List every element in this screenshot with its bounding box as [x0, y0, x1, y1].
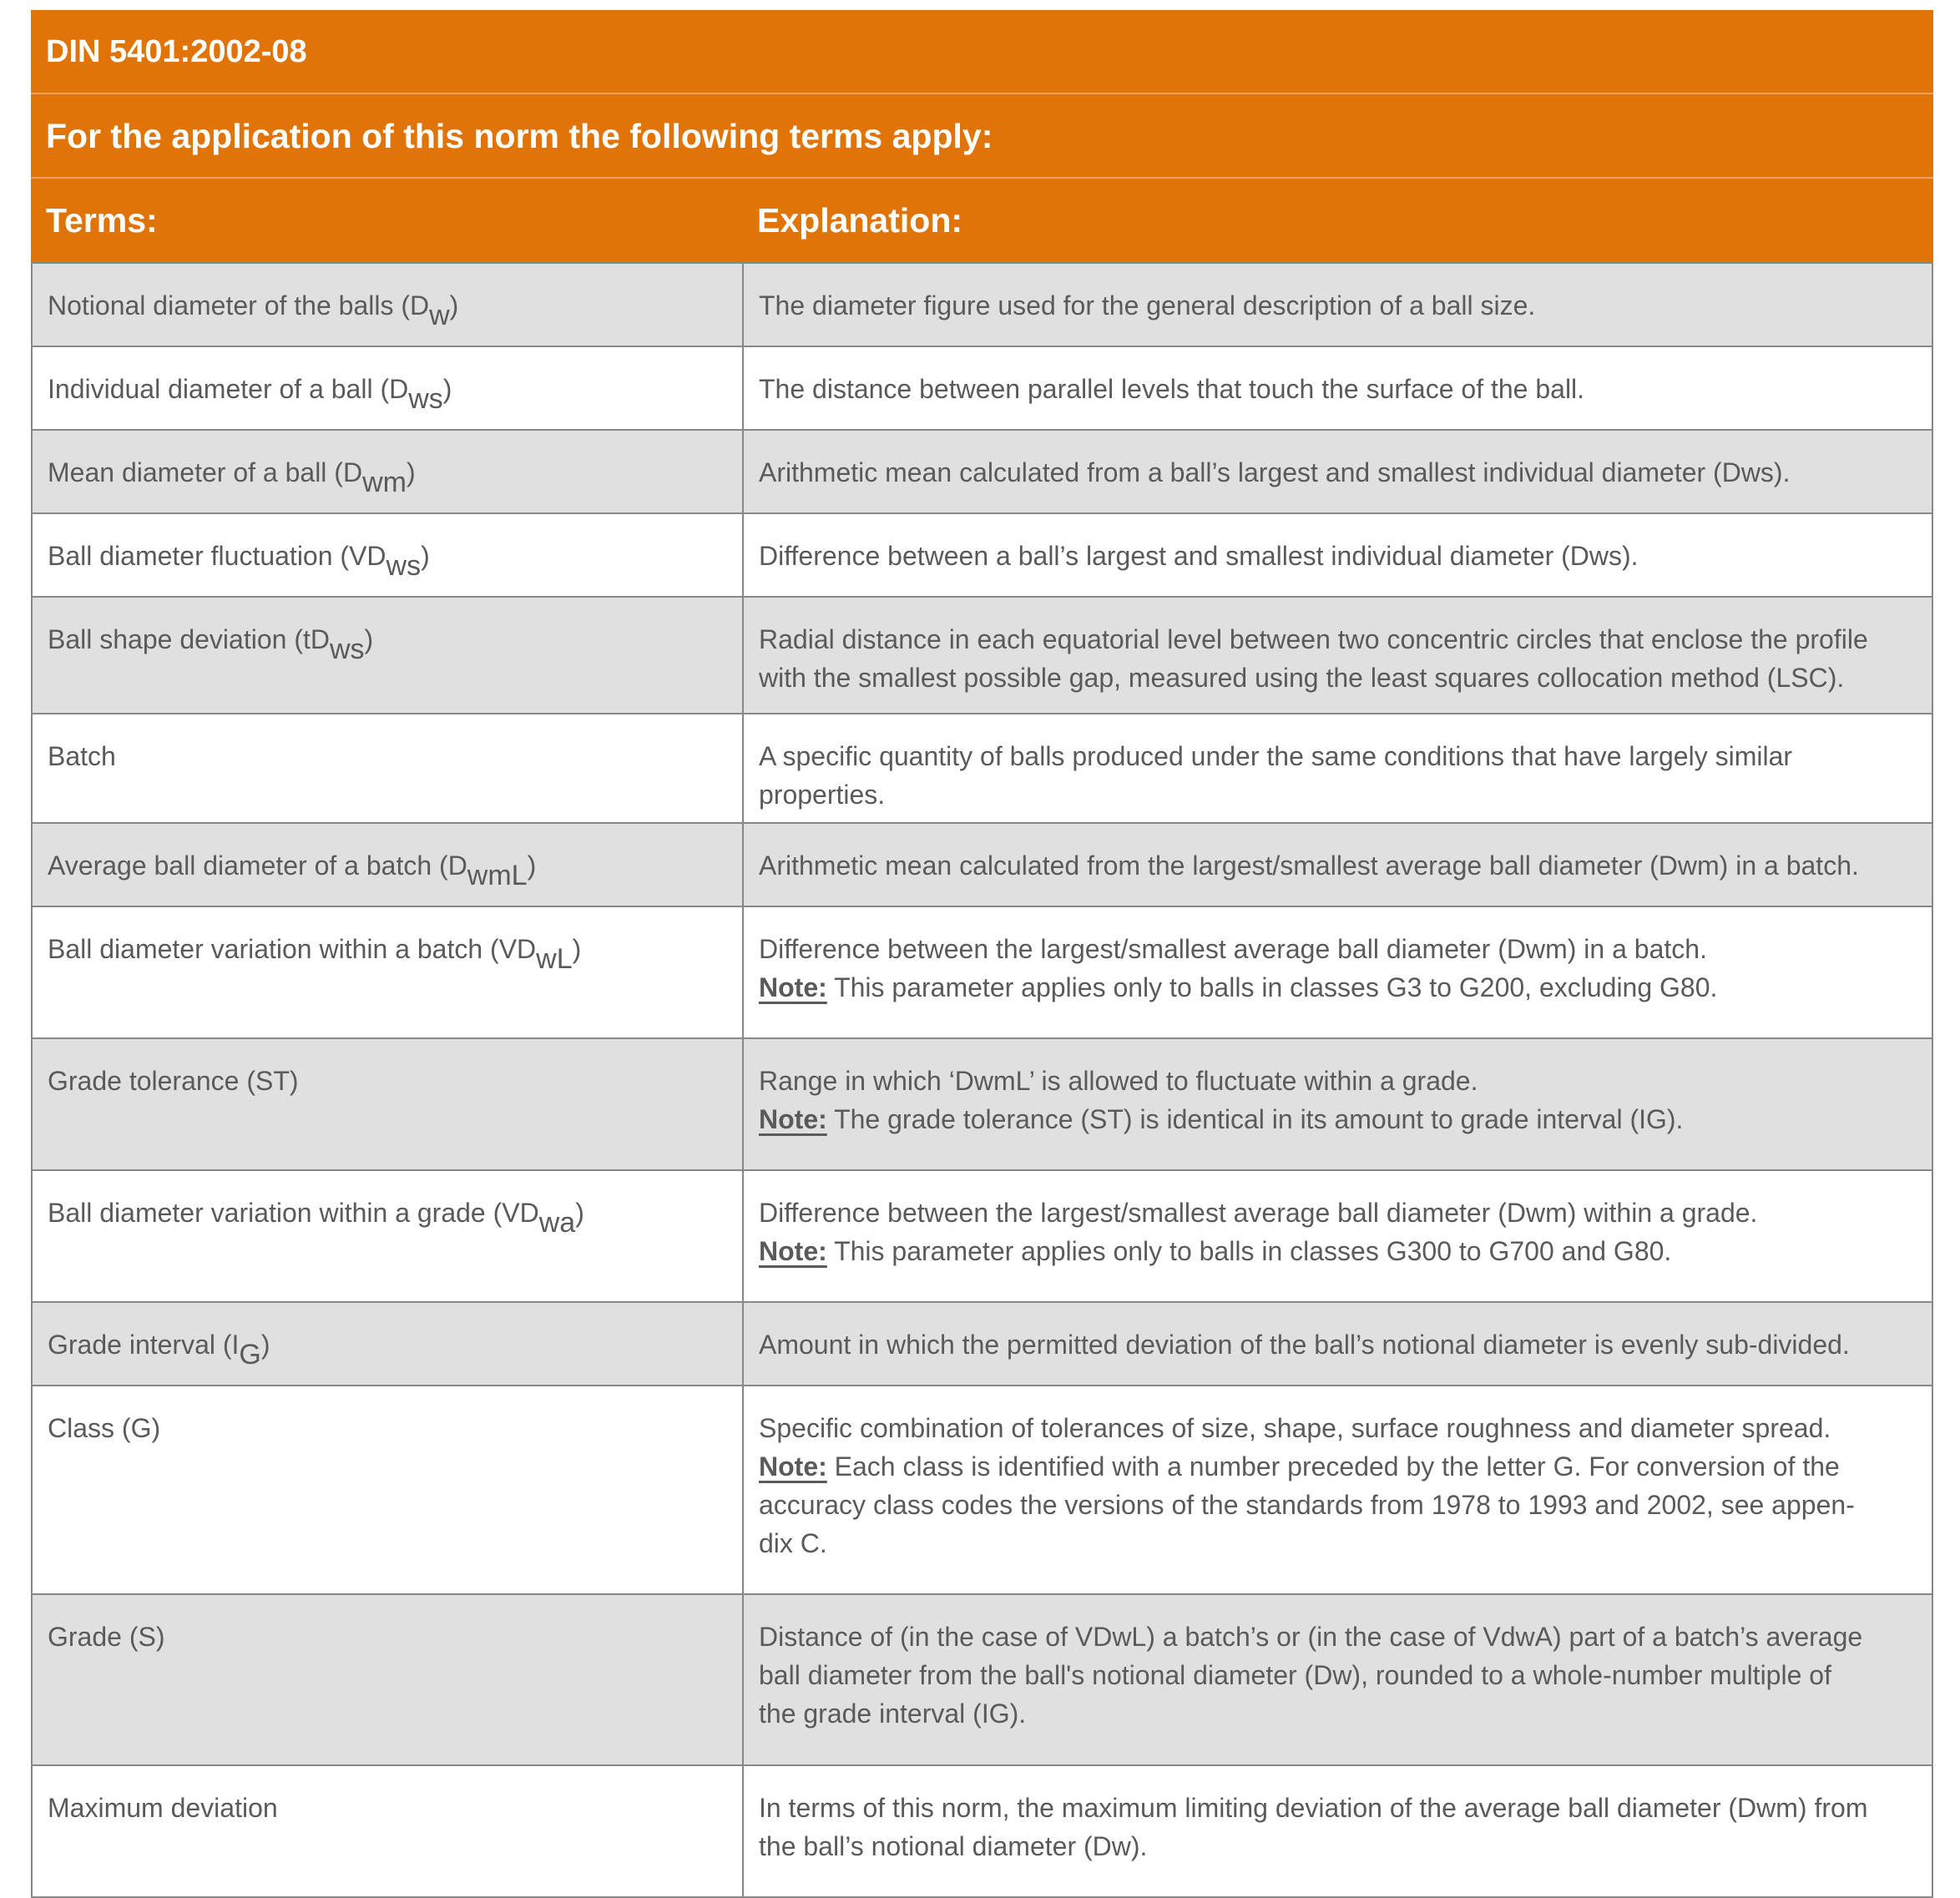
table-row — [32, 906, 1932, 1038]
term-subscript: ws — [386, 550, 422, 582]
explanation-line: Difference between a ball’s largest and smallest individual diameter (Dws). — [759, 541, 1639, 571]
term-subscript: ws — [329, 634, 365, 665]
term-cell — [32, 430, 743, 513]
term-subscript: ws — [408, 383, 443, 415]
explanation-cell — [743, 1386, 1932, 1594]
table-row — [32, 823, 1932, 906]
term-cell — [32, 714, 743, 823]
explanation-line: Specific combination of tolerances of size, shape, surface roughness and diameter spread. — [759, 1413, 1831, 1443]
term-cell — [32, 1302, 743, 1386]
note-label: Note: — [759, 1236, 827, 1266]
term-subscript: wL — [536, 943, 573, 975]
term-close: ) — [527, 851, 537, 881]
note-line — [759, 968, 1928, 1007]
terms-table-container — [31, 10, 1933, 1898]
table-row — [32, 430, 1932, 513]
explanation-cell — [743, 513, 1932, 597]
note-line — [759, 1447, 1928, 1486]
term-text: Batch — [48, 741, 116, 771]
table-row — [32, 1765, 1932, 1897]
term-close: ) — [364, 624, 374, 654]
explanation-cell — [743, 714, 1932, 823]
term-cell — [32, 906, 743, 1038]
table-row — [32, 1302, 1932, 1386]
explanation-line: Radial distance in each equatorial level between two concentric circles that enclose the profile — [759, 624, 1868, 654]
note-label: Note: — [759, 1104, 827, 1134]
explanation-line: Difference between the largest/smallest average ball diameter (Dwm) in a batch. — [759, 934, 1707, 964]
explanation-line: the ball’s notional diameter (Dw). — [759, 1831, 1148, 1861]
explanation-cell — [743, 263, 1932, 346]
term-close: ) — [449, 290, 459, 321]
explanation-line: with the smallest possible gap, measured using the least squares collocation method (LSC). — [759, 663, 1845, 693]
term-text: Grade (S) — [48, 1622, 165, 1652]
table-row — [32, 1038, 1932, 1170]
column-header-explanation: Explanation: — [757, 201, 963, 240]
table-row — [32, 513, 1932, 597]
term-text: Ball diameter fluctuation (VD — [48, 541, 386, 571]
term-text: Ball diameter variation within a batch (VD — [48, 934, 537, 964]
explanation-cell — [743, 906, 1932, 1038]
term-cell — [32, 823, 743, 906]
explanation-cell — [743, 1170, 1932, 1302]
note-text: This parameter applies only to balls in classes G300 to G700 and G80. — [826, 1236, 1672, 1266]
note-text: Each class is identified with a number preceded by the letter G. For conversion of the — [826, 1451, 1840, 1482]
explanation-line: dix C. — [759, 1528, 827, 1558]
explanation-line: ball diameter from the ball's notional diameter (Dw), rounded to a whole-number multiple of — [759, 1660, 1831, 1690]
explanation-line: A specific quantity of balls produced under the same conditions that have largely similar — [759, 741, 1793, 771]
term-subscript: wa — [538, 1207, 576, 1239]
term-text: Notional diameter of the balls (D — [48, 290, 430, 321]
explanation-cell — [743, 430, 1932, 513]
note-line — [759, 1100, 1928, 1138]
note-line — [759, 1232, 1928, 1270]
term-close: ) — [442, 374, 452, 404]
term-cell — [32, 1594, 743, 1765]
term-text: Mean diameter of a ball (D — [48, 457, 363, 487]
note-label: Note: — [759, 1451, 827, 1482]
term-cell — [32, 1765, 743, 1897]
term-close: ) — [575, 1198, 584, 1228]
explanation-line: The diameter figure used for the general description of a ball size. — [759, 290, 1536, 321]
term-cell — [32, 1038, 743, 1170]
explanation-line: accuracy class codes the versions of the standards from 1978 to 1993 and 2002, see appen- — [759, 1490, 1855, 1520]
term-text: Grade tolerance (ST) — [48, 1066, 299, 1096]
term-cell — [32, 597, 743, 714]
term-cell — [32, 1386, 743, 1594]
norm-title: DIN 5401:2002-08 — [31, 10, 1933, 94]
table-row — [32, 1594, 1932, 1765]
explanation-line: Arithmetic mean calculated from a ball’s largest and smallest individual diameter (Dws). — [759, 457, 1791, 487]
term-text: Ball diameter variation within a grade (VD — [48, 1198, 539, 1228]
explanation-line: Arithmetic mean calculated from the largest/smallest average ball diameter (Dwm) in a batch. — [759, 851, 1859, 881]
explanation-cell — [743, 1765, 1932, 1897]
explanation-line: Difference between the largest/smallest average ball diameter (Dwm) within a grade. — [759, 1198, 1758, 1228]
note-text: This parameter applies only to balls in classes G3 to G200, excluding G80. — [826, 972, 1718, 1002]
term-cell — [32, 346, 743, 430]
term-close: ) — [260, 1330, 270, 1360]
table-row — [32, 346, 1932, 430]
table-row — [32, 1170, 1932, 1302]
term-close: ) — [421, 541, 430, 571]
term-text: Individual diameter of a ball (D — [48, 374, 409, 404]
explanation-cell — [743, 1302, 1932, 1386]
term-close: ) — [572, 934, 582, 964]
table-row — [32, 263, 1932, 346]
explanation-cell — [743, 1594, 1932, 1765]
table-row — [32, 597, 1932, 714]
terms-table — [31, 262, 1933, 1898]
explanation-line: properties. — [759, 780, 886, 810]
term-cell — [32, 263, 743, 346]
explanation-line: Distance of (in the case of VDwL) a batch’s or (in the case of VdwA) part of a batch’s average — [759, 1622, 1863, 1652]
explanation-line: In terms of this norm, the maximum limiting deviation of the average ball diameter (Dwm) from — [759, 1793, 1868, 1823]
explanation-line: Range in which ‘DwmL’ is allowed to fluctuate within a grade. — [759, 1066, 1478, 1096]
column-header-terms: Terms: — [46, 201, 158, 240]
explanation-cell — [743, 1038, 1932, 1170]
term-close: ) — [406, 457, 416, 487]
table-row — [32, 714, 1932, 823]
term-text: Class (G) — [48, 1413, 161, 1443]
term-text: Ball shape deviation (tD — [48, 624, 330, 654]
term-text: Average ball diameter of a batch (D — [48, 851, 467, 881]
explanation-cell — [743, 346, 1932, 430]
term-cell — [32, 513, 743, 597]
note-label: Note: — [759, 972, 827, 1002]
term-text: Grade interval (I — [48, 1330, 240, 1360]
term-subscript: G — [239, 1339, 261, 1370]
explanation-line: the grade interval (IG). — [759, 1699, 1027, 1729]
term-cell — [32, 1170, 743, 1302]
note-text: The grade tolerance (ST) is identical in its amount to grade interval (IG). — [826, 1104, 1684, 1134]
term-subscript: wmL — [467, 860, 528, 891]
explanation-line: The distance between parallel levels that touch the surface of the ball. — [759, 374, 1585, 404]
column-header-row — [31, 179, 1933, 262]
explanation-cell — [743, 597, 1932, 714]
term-subscript: w — [429, 300, 450, 331]
term-text: Maximum deviation — [48, 1793, 278, 1823]
explanation-line: Amount in which the permitted deviation of the ball’s notional diameter is evenly sub-divided. — [759, 1330, 1850, 1360]
table-row — [32, 1386, 1932, 1594]
intro-heading: For the application of this norm the following terms apply: — [31, 94, 1933, 179]
explanation-cell — [743, 823, 1932, 906]
term-subscript: wm — [362, 467, 407, 498]
